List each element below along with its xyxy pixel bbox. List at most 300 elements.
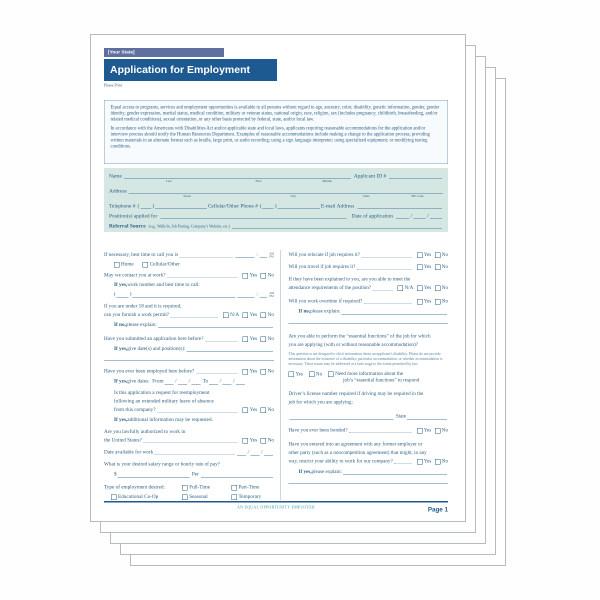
- lparen-glyph: (: [259, 202, 262, 209]
- state-tag-bar: [Your State]: [104, 48, 224, 57]
- checkbox-label: No: [441, 298, 448, 304]
- checkbox-icon: [182, 485, 188, 491]
- checkbox-icon: [417, 428, 423, 434]
- name-label: Name: [109, 173, 122, 179]
- address-city-field: [246, 188, 341, 199]
- email-label: E-mail Address: [320, 202, 355, 209]
- question-text: May we contact you at work?: [104, 272, 166, 278]
- checkbox-option: [261, 311, 274, 319]
- question-text: additional information may be requested.: [127, 417, 213, 423]
- checkbox-option: [328, 371, 419, 384]
- checkbox-option: [243, 368, 258, 376]
- checkbox-label: Temporary: [238, 494, 262, 500]
- write-in-line: [235, 256, 254, 259]
- question-text: the United States?: [104, 437, 142, 443]
- checkbox-option: [182, 484, 231, 492]
- telephone-area-field: [140, 206, 151, 209]
- checkbox-option: [435, 251, 448, 259]
- checkbox-icon: [398, 286, 404, 292]
- address-sublabel-zip: ZIP Code: [411, 194, 424, 199]
- name-sublabel-first: First: [255, 179, 262, 183]
- bonded-question: [289, 427, 449, 435]
- checkbox-label: No: [267, 336, 274, 342]
- slash-glyph: /: [261, 449, 263, 455]
- checkbox-label: No: [441, 427, 448, 434]
- checkbox-option: [289, 371, 303, 379]
- dotted-leader: [155, 455, 235, 456]
- checkbox-label: Yes: [249, 437, 258, 443]
- please-print-note: Please Print: [104, 83, 122, 88]
- essential-functions-options: [289, 371, 449, 384]
- checkbox-label: Yes: [423, 252, 432, 258]
- name-middle-field: [303, 173, 351, 184]
- attendance-line1: [289, 276, 449, 284]
- checkbox-option: [261, 335, 274, 343]
- referral-row: [109, 223, 443, 229]
- dotted-leader: [205, 341, 238, 342]
- drivers-license-line1: [289, 390, 449, 398]
- question-text: Have you ever been employed here before?: [104, 368, 195, 374]
- checkbox-option: [417, 458, 431, 466]
- checkbox-icon: [435, 265, 441, 271]
- checkbox-option: [261, 368, 274, 376]
- questions-right-column: [280, 250, 448, 500]
- question-text: give date(s) and position(s):: [127, 346, 186, 352]
- address-zip-field: [392, 188, 443, 199]
- checkbox-option: [261, 272, 274, 280]
- slash-glyph: /: [175, 378, 177, 384]
- question-text: If yes,: [114, 346, 128, 352]
- checkbox-option: [182, 493, 231, 501]
- write-in-line: [264, 453, 273, 456]
- checkbox-option: [309, 371, 322, 379]
- checkbox-option: [243, 406, 258, 414]
- salary-fields: [104, 471, 274, 479]
- eeo-paragraph-2: In accordance with the Americans with Disabilities Act and/or applicable state and local laws, applicants requiring reasonable accommodations for the application and/or interview process should notify the Human Resources Department. Examples of reasonable accommodations include making a change to the application process; providing written materials in an alternate format such as braille, large print, or audio recording; using a sign language interpreter; using specialized equipment; or modifying testing conditions.: [110, 126, 430, 150]
- continuation-line: [289, 484, 449, 485]
- checkbox-icon: [243, 369, 249, 375]
- checkbox-label: N/A: [230, 312, 240, 318]
- checkbox-icon: [243, 408, 249, 414]
- question-text: work number and best time to call:: [127, 282, 200, 288]
- checkbox-option: [261, 406, 274, 414]
- applicant-id-label: Applicant ID #: [353, 173, 387, 179]
- phone-row: [109, 203, 443, 209]
- rparen-glyph: ): [152, 202, 155, 209]
- checkbox-icon: [231, 485, 237, 491]
- checkbox-icon: [417, 253, 423, 259]
- address-street-field: [129, 188, 246, 199]
- reemployment-question: [104, 406, 274, 414]
- question-text: What is your desired salary range or hourly rate of pay?: [104, 461, 220, 467]
- address-sublabel-street: Street: [183, 194, 192, 199]
- essential-functions-fineprint: This question is not designed to elicit information about an applicant’s disability. Please do not provide information about the existence of a disability, particular accommodation, or whether accommodation is necessary. These issues may be addressed at a later stage to the extent permitted by law.: [288, 351, 443, 366]
- checkbox-option: [435, 284, 448, 292]
- question-text: If no,: [298, 308, 311, 314]
- rparen-glyph: ): [274, 202, 277, 209]
- address-state-field: [341, 188, 392, 199]
- address-row: [109, 188, 443, 199]
- agreement-line1: [289, 441, 449, 449]
- date-day-field: [414, 216, 426, 219]
- write-in-line: [237, 453, 246, 456]
- checkbox-label: Yes: [249, 272, 258, 278]
- write-in-line: [186, 350, 273, 353]
- position-field: [160, 216, 346, 219]
- authorized-line1: [104, 428, 274, 436]
- checkbox-label: Seasonal: [189, 494, 208, 500]
- pm-label: PM: [269, 255, 274, 259]
- overtime-question: [289, 298, 449, 306]
- question-text: following an extended military leave of absence: [114, 398, 214, 404]
- checkbox-icon: [435, 459, 441, 465]
- checkbox-icon: [261, 408, 267, 414]
- slash-glyph: /: [219, 378, 222, 384]
- checkbox-label: N/A: [404, 285, 414, 291]
- essential-functions-line1: [289, 333, 449, 341]
- checkbox-label: Yes: [249, 407, 258, 413]
- checkbox-icon: [114, 262, 120, 268]
- question-text: Have you ever been bonded?: [288, 427, 348, 434]
- write-in-line: [260, 295, 267, 298]
- address-sublabel-state: State: [362, 194, 370, 199]
- checkbox-icon: [417, 299, 423, 305]
- am-pm-label: [269, 253, 274, 259]
- question-text: Are you able to perform the “essential functions” of the job for which: [288, 333, 431, 339]
- dotted-leader: [157, 412, 238, 413]
- checkbox-label: Yes: [423, 298, 432, 304]
- applicant-id-field: [389, 177, 442, 180]
- checkbox-option: [143, 261, 180, 269]
- address-sublabel-city: City: [290, 194, 296, 199]
- checkbox-icon: [435, 286, 441, 292]
- checkbox-icon: [243, 313, 249, 319]
- checkbox-label: Yes: [423, 285, 432, 291]
- write-in-line: [209, 382, 218, 385]
- checkbox-label: No: [267, 272, 274, 278]
- question-text: If yes,: [114, 417, 128, 423]
- checkbox-icon: [435, 428, 441, 434]
- dotted-leader: [349, 433, 412, 434]
- checkbox-option: [243, 335, 258, 343]
- question-text: you are applying (with or without reasonable accommodation)?: [288, 342, 418, 348]
- overtime-explain: [289, 308, 449, 316]
- checkbox-icon: [261, 337, 267, 343]
- checkbox-icon: [417, 459, 423, 465]
- continuation-line: [289, 323, 449, 324]
- slash-glyph: /: [247, 449, 250, 455]
- date-available: [104, 449, 274, 457]
- dotted-leader: [373, 290, 393, 291]
- checkbox-label: Yes: [295, 371, 303, 378]
- question-text: If no,: [114, 322, 126, 328]
- agreement-explain: [289, 468, 449, 476]
- write-in-line: [342, 312, 447, 315]
- checkbox-label: Part-Time: [238, 484, 260, 490]
- eeo-disclaimer-box: [104, 100, 448, 164]
- checkbox-option: [435, 427, 448, 435]
- name-sublabel-middle: Middle: [322, 179, 332, 183]
- question-text: can you furnish a work permit?: [104, 312, 170, 318]
- checkbox-label: No: [441, 264, 448, 270]
- dotted-leader: [180, 257, 233, 258]
- equal-opportunity-footer: AN EQUAL OPPORTUNITY EMPLOYER: [236, 505, 316, 510]
- rparen-glyph: ): [129, 291, 132, 297]
- checkbox-label: Yes: [423, 427, 432, 434]
- write-in-line: [236, 382, 245, 385]
- question-text: from this company?: [114, 407, 156, 413]
- question-text: please explain:: [310, 308, 341, 314]
- checkbox-option: [231, 484, 274, 492]
- travel-question: [289, 263, 449, 271]
- write-in-line: [251, 453, 260, 456]
- work-permit: [104, 311, 274, 319]
- position-label: Position(s) applied for: [109, 212, 158, 219]
- applicant-info-section: [104, 168, 448, 232]
- application-date-label: Date of application: [351, 212, 393, 219]
- permit-explain: [104, 321, 274, 329]
- footer-rule: [104, 501, 448, 503]
- reemployment-line2: [104, 398, 274, 406]
- write-in-line: [260, 256, 267, 259]
- checkbox-label: No: [315, 371, 323, 378]
- question-text: State: [394, 413, 406, 420]
- salary-question: [104, 461, 274, 469]
- checkbox-icon: [243, 438, 249, 444]
- page-number: Page 1: [427, 506, 448, 513]
- checkbox-label: No: [267, 368, 274, 374]
- colon-glyph: :: [256, 252, 258, 258]
- relocate-question: [289, 251, 449, 259]
- checkbox-option: [417, 251, 431, 259]
- checkbox-option: [223, 311, 239, 319]
- question-text: Driver’s license number required if driving may be required in the: [288, 391, 424, 397]
- checkbox-icon: [328, 372, 334, 378]
- dotted-leader: [171, 317, 219, 318]
- checkbox-icon: [111, 495, 117, 501]
- cellular-field: [278, 206, 320, 209]
- form-page-1: [90, 34, 466, 522]
- checkbox-option: [243, 272, 258, 280]
- questions-left-column: [104, 250, 280, 500]
- address-label: Address: [109, 188, 127, 195]
- checkbox-label: Cellular/Other: [149, 261, 180, 267]
- question-text: To: [201, 378, 209, 384]
- question-text: Will you work overtime if required?: [288, 298, 363, 304]
- checkbox-option: [417, 427, 431, 435]
- question-text: Are you lawfully authorized to work in: [104, 429, 186, 435]
- checkbox-icon: [435, 299, 441, 305]
- checkbox-label: Yes: [249, 368, 258, 374]
- slash-glyph: /: [410, 212, 412, 219]
- write-in-line: [165, 382, 174, 385]
- checkbox-icon: [435, 253, 441, 259]
- am-label: AM: [269, 292, 274, 295]
- question-text: If they have been explained to you, are you able to meet the: [288, 276, 411, 282]
- work-number-note: [104, 281, 274, 289]
- checkbox-label: No: [441, 285, 448, 291]
- write-in-line: [343, 473, 447, 476]
- name-first-field: [214, 173, 304, 184]
- checkbox-icon: [223, 313, 229, 319]
- checkbox-option: [243, 437, 258, 445]
- employed-dates: [104, 378, 274, 386]
- email-field: [357, 206, 442, 209]
- phone-type-options: [104, 261, 274, 269]
- checkbox-icon: [417, 265, 423, 271]
- slash-glyph: /: [427, 212, 429, 219]
- lparen-glyph: (: [137, 202, 140, 209]
- checkbox-option: [104, 493, 182, 501]
- write-in-line: [407, 417, 447, 420]
- referral-source-label: Referral Source: [109, 223, 146, 229]
- checkbox-icon: [261, 369, 267, 375]
- checkbox-label: No: [441, 252, 448, 258]
- checkbox-label: Yes: [423, 264, 432, 270]
- name-row: [109, 173, 443, 184]
- checkbox-option: [417, 263, 431, 271]
- applied-before-details: [104, 345, 274, 353]
- label-line: Need more information about the: [335, 371, 404, 377]
- dotted-leader: [357, 269, 412, 270]
- question-text: job for which you are applying:: [288, 399, 353, 406]
- position-row: [109, 213, 443, 219]
- dotted-leader: [196, 374, 238, 375]
- question-text: please explain:: [125, 322, 157, 328]
- continuation-line: [104, 361, 274, 362]
- checkbox-label: Educational Co-Op: [118, 494, 159, 500]
- checkbox-icon: [231, 495, 237, 501]
- checkbox-option: [243, 311, 258, 319]
- question-text: If yes,: [298, 469, 312, 475]
- agreement-question: [289, 458, 449, 466]
- question-text: attendance requirements of the position?: [288, 285, 372, 291]
- am-pm-label: [269, 292, 274, 298]
- questions-area: [104, 250, 448, 500]
- date-year-field: [430, 216, 442, 219]
- lparen-glyph: (: [114, 291, 116, 297]
- checkbox-icon: [261, 273, 267, 279]
- checkbox-icon: [243, 273, 249, 279]
- write-in-line: [118, 475, 190, 478]
- eeo-paragraph-1: Equal access to programs, services and employment opportunities is available to all persons without regard to age, ancestry, color, disability, genetic information, gender, gender identity, gender expression, marital status, medical condition, military or veteran status, national origin, race, religion, sex (includes pregnancy, childbirth, breastfeeding, and/or related medical conditions), sexual orientation, or any other basis protected by federal, state, and/or local law.: [110, 105, 440, 123]
- checkbox-icon: [261, 313, 267, 319]
- page-title: Application for Employment: [104, 59, 277, 81]
- referral-source-hint: (e.g., Walk-In, Job Posting, Company’s Website, etc.): [148, 224, 230, 229]
- contact-at-work: [104, 272, 274, 280]
- question-text: Will you travel if job requires it?: [288, 264, 356, 270]
- checkbox-option: [261, 437, 274, 445]
- question-text: Is this application a request for reemployment: [114, 390, 210, 396]
- write-in-line: [158, 326, 273, 329]
- work-number-field: [104, 291, 274, 299]
- question-text: Will you relocate if job requires it?: [288, 252, 360, 258]
- checkbox-icon: [289, 372, 295, 378]
- checkbox-option: [435, 298, 448, 306]
- checkbox-label: No: [267, 437, 274, 443]
- checkbox-label: No: [441, 458, 448, 465]
- checkbox-icon: [243, 337, 249, 343]
- question-text: give dates:: [127, 378, 153, 384]
- checkbox-option: [231, 493, 274, 501]
- dotted-leader: [361, 257, 411, 258]
- question-text: If yes,: [114, 282, 128, 288]
- essential-functions-line2: [289, 341, 449, 349]
- checkbox-label: Yes: [249, 312, 258, 318]
- question-text: Type of employment desired:: [104, 484, 165, 490]
- checkbox-option: [398, 284, 414, 292]
- write-in-line: [117, 295, 129, 298]
- question-text: $: [114, 471, 117, 477]
- write-in-line: [290, 417, 394, 420]
- label-line: job’s “essential functions” to respond: [343, 377, 420, 384]
- checkbox-icon: [182, 495, 188, 501]
- checkbox-icon: [309, 372, 315, 378]
- drivers-license-fields: [289, 413, 449, 421]
- dotted-leader: [364, 304, 412, 305]
- write-in-line: [201, 475, 273, 478]
- telephone-field: [155, 206, 207, 209]
- checkbox-icon: [417, 286, 423, 292]
- dotted-leader: [167, 278, 237, 279]
- under-18-line1: [104, 303, 274, 311]
- question-text: If yes,: [114, 378, 128, 384]
- dotted-leader: [143, 443, 237, 444]
- applied-before: [104, 335, 274, 343]
- question-text: If necessary, best time to call you is: [104, 252, 179, 258]
- checkbox-label: Home: [121, 261, 134, 267]
- colon-glyph: :: [256, 291, 258, 297]
- checkbox-option: [435, 458, 448, 466]
- name-sublabel-last: Last: [165, 179, 172, 183]
- checkbox-label: No: [267, 407, 274, 413]
- checkbox-option: [114, 261, 134, 269]
- question-text: other party (such as a noncompetition agreement) that might, in any: [288, 450, 427, 456]
- cellular-area-field: [263, 206, 274, 209]
- write-in-line: [223, 382, 232, 385]
- checkbox-label: Yes: [249, 336, 258, 342]
- question-text: From: [152, 378, 164, 384]
- checkbox-icon: [261, 438, 267, 444]
- referral-source-field: [232, 226, 442, 229]
- reemployment-line1: [104, 389, 274, 397]
- slash-glyph: /: [233, 378, 235, 384]
- name-last-field: [124, 173, 214, 184]
- checkbox-option: [435, 263, 448, 271]
- checkbox-label: Full-Time: [189, 484, 211, 490]
- cellular-label: Cellular/Other Phone #: [207, 202, 258, 209]
- checkbox-label: Yes: [423, 458, 432, 465]
- authorized-question: [104, 437, 274, 445]
- attendance-question: [289, 284, 449, 292]
- checkbox-option: [417, 298, 431, 306]
- write-in-line: [191, 382, 200, 385]
- checkbox-option: [417, 284, 431, 292]
- question-text: Date available for work: [104, 449, 154, 455]
- write-in-line: [178, 382, 187, 385]
- question-text: Have you submitted an application here before?: [104, 336, 204, 342]
- question-text: way, restrict your ability to work for our company?: [288, 458, 393, 465]
- best-time-to-call: [104, 251, 274, 259]
- dotted-leader: [394, 464, 412, 465]
- employed-before: [104, 368, 274, 376]
- reemployment-note: [104, 416, 274, 424]
- employment-type: [104, 484, 274, 501]
- question-text: Per: [190, 471, 201, 477]
- date-month-field: [396, 216, 409, 219]
- question-text: please explain:: [311, 469, 342, 475]
- write-in-line: [132, 295, 235, 298]
